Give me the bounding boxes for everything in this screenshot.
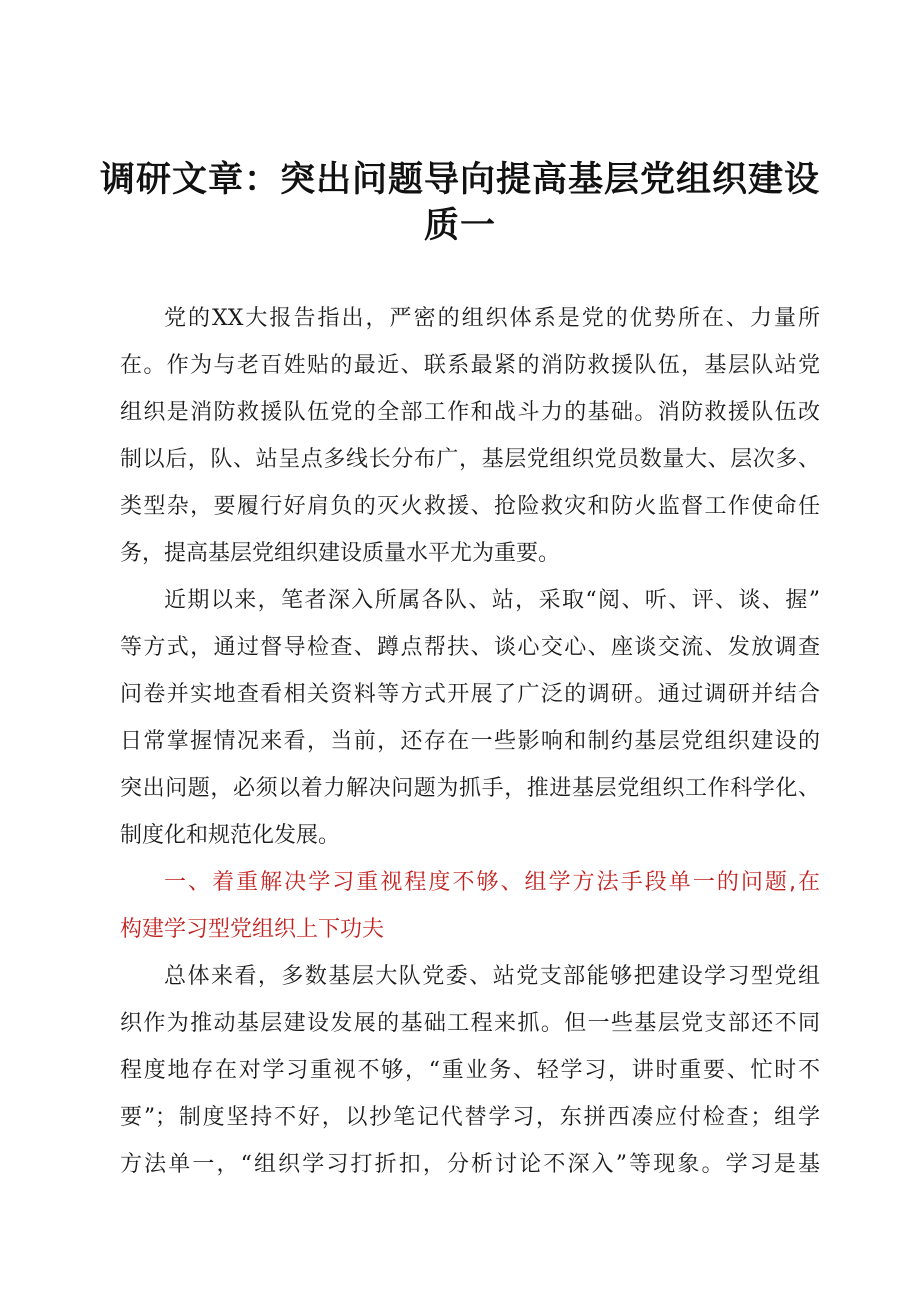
paragraph-2-line: 问卷并实地查看相关资料等方式开展了广泛的调研。通过调研并结合 — [120, 682, 820, 707]
paragraph-3-line: 程度地存在对学习重视不够，“重业务、轻学习，讲时重要、忙时不 — [120, 1058, 820, 1083]
paragraph-1-line: 组织是消防救援队伍党的全部工作和战斗力的基础。消防救援队伍改 — [120, 400, 820, 425]
paragraph-2-line: 近期以来，笔者深入所属各队、站，采取“阅、听、评、谈、握” — [164, 588, 820, 613]
paragraph-1-line: 党的XX大报告指出，严密的组织体系是党的优势所在、力量所 — [164, 306, 820, 331]
paragraph-1-line: 类型杂，要履行好肩负的灭火救援、抢险救灾和防火监督工作使命任 — [120, 494, 820, 519]
paragraph-3-line: 方法单一，“组织学习打折扣，分析讨论不深入”等现象。学习是基 — [120, 1152, 820, 1177]
section-heading-line-2: 构建学习型党组织上下功夫 — [120, 917, 385, 942]
section-heading-line-1: 一、着重解决学习重视程度不够、组学方法手段单一的问题,在 — [164, 870, 820, 895]
paragraph-3-line: 要”；制度坚持不好，以抄笔记代替学习，东拼西凑应付检查；组学 — [120, 1105, 820, 1130]
paragraph-1-line: 在。作为与老百姓贴的最近、联系最紧的消防救援队伍，基层队站党 — [120, 353, 820, 378]
paragraph-3-line: 织作为推动基层建设发展的基础工程来抓。但一些基层党支部还不同 — [120, 1011, 820, 1036]
document-title-line-2: 质一 — [423, 206, 496, 246]
paragraph-2-line: 制度化和规范化发展。 — [120, 823, 341, 848]
paragraph-3-line: 总体来看，多数基层大队党委、站党支部能够把建设学习型党组 — [164, 964, 820, 989]
document-title-line-1: 调研文章：突出问题导向提高基层党组织建设 — [100, 160, 821, 200]
paragraph-2-line: 突出问题，必须以着力解决问题为抓手，推进基层党组织工作科学化、 — [120, 776, 820, 801]
paragraph-1-line: 务，提高基层党组织建设质量水平尤为重要。 — [120, 541, 561, 566]
paragraph-1-line: 制以后，队、站呈点多线长分布广，基层党组织党员数量大、层次多、 — [120, 447, 820, 472]
paragraph-2-line: 等方式，通过督导检查、蹲点帮扶、谈心交心、座谈交流、发放调查 — [120, 635, 820, 660]
paragraph-2-line: 日常掌握情况来看，当前，还存在一些影响和制约基层党组织建设的 — [120, 729, 820, 754]
